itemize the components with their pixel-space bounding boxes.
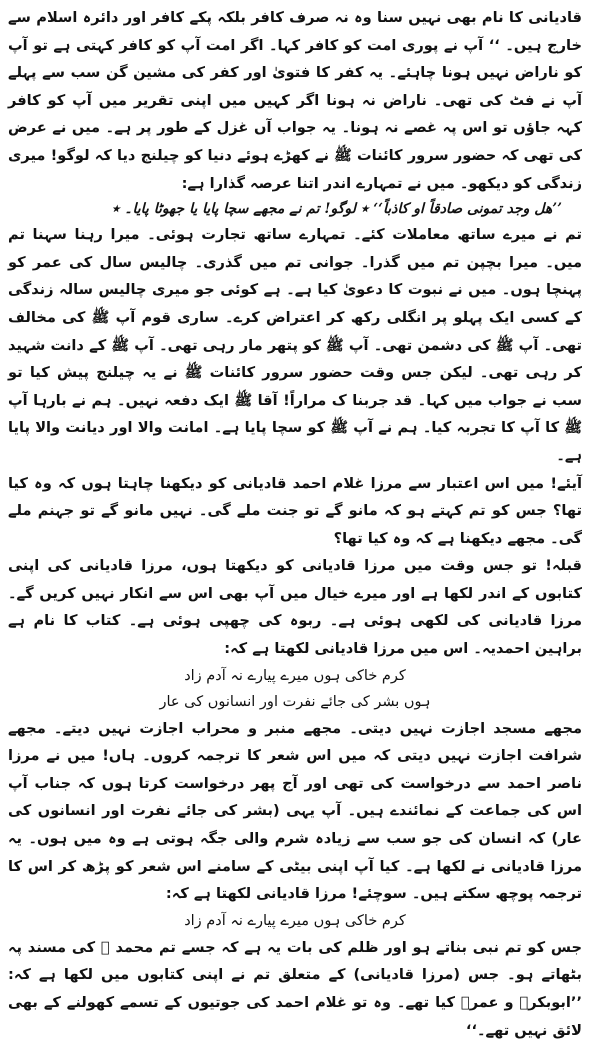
verse-line-1: کرم خاکی ہوں میرے پیارے نہ آدم زاد (184, 667, 406, 684)
paragraph-prophet-life: تم نے میرے ساتھ معاملات کئے۔ تمہارے ساتھ تجارت ہوئی۔ میرا رہنا سہنا تم میں۔ میرا بچپن تم میں گذرا۔ جوانی تم میں گذری۔ چالیس سال کی عمر کو پہنچا ہوں۔ میں نے نبوت کا دعویٰ کیا ہے۔ ہے کوئی جو میری چالیس سالہ زندگی کے کسی ایک پہلو پر انگلی رکھ کر اعتراض کرے۔ ساری قوم آپ ﷺ کی مخالف تھی۔ آپ ﷺ کی دشمن تھی۔ آپ ﷺ کو پتھر مار رہی تھی۔ آپ ﷺ کے دانت شہید کر رہی تھی۔ لیکن جس وقت حضور سرور کائنات ﷺ نے یہ چیلنج پیش کیا تو سب نے جواب میں کہا۔ قد جربنا ک مراراً! آقا ﷺ ایک دفعہ نہیں۔ ہم نے بارہا آپ ﷺ کا آپ کا تجربہ کیا۔ ہم نے آپ ﷺ کو سچا پایا ہے۔ امانت والا اور دیانت والا پایا ہے۔ (8, 226, 582, 464)
paragraph-qadiani-kafir: قادیانی کا نام بھی نہیں سنا وہ نہ صرف کافر بلکہ پکے کافر اور دائرہ اسلام سے خارج ہیں۔ ‘‘ آپ نے پوری امت کو کافر کہا۔ اگر امت آپ کو کافر کہتی ہے تو آپ کو ناراض نہیں ہونا چاہئے۔ یہ کفر کا فتویٰ اور کفر کی مشین گن سب سے پہلے آپ نے فٹ کی تھی۔ ناراض نہ ہونا اگر کہیں میں اپنی تقریر میں آپ کو کافر کہہ جاؤں تو اس پہ غصے نہ ہونا۔ یہ جواب آں غزل کے طور پر ہے۔ میں نے عرض کی تھی کہ حضور سرور کائنات ﷺ نے کھڑے ہوئے دنیا کو چیلنج دیا کہ لوگو! میری زندگی کو دیکھو۔ میں نے تمہارے اندر اتنا عرصہ گذارا ہے: (8, 9, 582, 192)
verse-line-2: ہوں بشر کی جائے نفرت اور انسانوں کی عار (159, 693, 431, 710)
verse-line-3: کرم خاکی ہوں میرے پیارے نہ آدم زاد (184, 912, 406, 929)
arabic-quote: ’’ھل وجد تمونی صادقاً او کاذباً‘‘ ٭ لوگو! تم نے مجھے سچا پایا یا جھوٹا پایا۔ ٭ (111, 201, 562, 218)
paragraph-braheen-ahmadiya: قبلہ! تو جس وقت میں مرزا قادیانی کو دیکھتا ہوں، مرزا قادیانی کی اپنی کتابوں کے اندر لکھا ہے اور میرے خیال میں آپ بھی اس سے انکار نہیں کریں گے۔ مرزا قادیانی کی لکھی ہوئی ہے۔ ربوہ کی چھپی ہوئی ہے۔ کتاب کا نام ہے براہین احمدیہ۔ اس میں مرزا قادیانی لکھتا ہے کہ: (8, 557, 582, 658)
paragraph-translation-challenge: مجھے مسجد اجازت نہیں دیتی۔ مجھے منبر و محراب اجازت نہیں دیتے۔ مجھے شرافت اجازت نہیں دیتی کہ میں اس شعر کا ترجمہ کروں۔ ہاں! میں نے مرزا ناصر احمد سے درخواست کی تھی اور آج پھر درخواست کرتا ہوں کہ جناب آپ اس کی جماعت کے نمائندے ہیں۔ آپ یہی (بشر کی جائے نفرت اور انسانوں کی عار) کہ انسان کی جو سب سے زیادہ شرم والی جگہ ہوتی ہے وہ میں ہوں۔ یہ مرزا قادیانی نے لکھا ہے۔ کیا آپ اپنی بیٹی کے سامنے اس شعر کو پڑھ کر اس کا ترجمہ پوچھ سکتے ہیں۔ سوچئے! مرزا قادیانی لکھتا ہے کہ: (8, 719, 582, 903)
paragraph-mirza-examination: آیئے! میں اس اعتبار سے مرزا غلام احمد قادیانی کو دیکھنا چاہتا ہوں کہ وہ کیا تھا؟ جس کو تم کہتے ہو کہ مانو گے تو جنت ملے گی۔ نہیں مانو گے تو جہنم ملے گی۔ مجھے دیکھنا ہے کہ وہ کیا تھا؟ (8, 474, 582, 547)
paragraph-final: جس کو تم نبی بناتے ہو اور ظلم کی بات یہ ہے کہ جسے تم محمد ﷺ کی مسند پہ بٹھاتے ہو۔ جس (مرزا قادیانی) کے متعلق تم نے اپنی کتابوں میں لکھا ہے کہ: ’’ابوبکرؓ و عمرؓ کیا تھے۔ وہ تو غلام احمد کی جوتیوں کے تسمے کھولنے کے بھی لائق نہیں تھے۔‘‘ (8, 938, 582, 1039)
